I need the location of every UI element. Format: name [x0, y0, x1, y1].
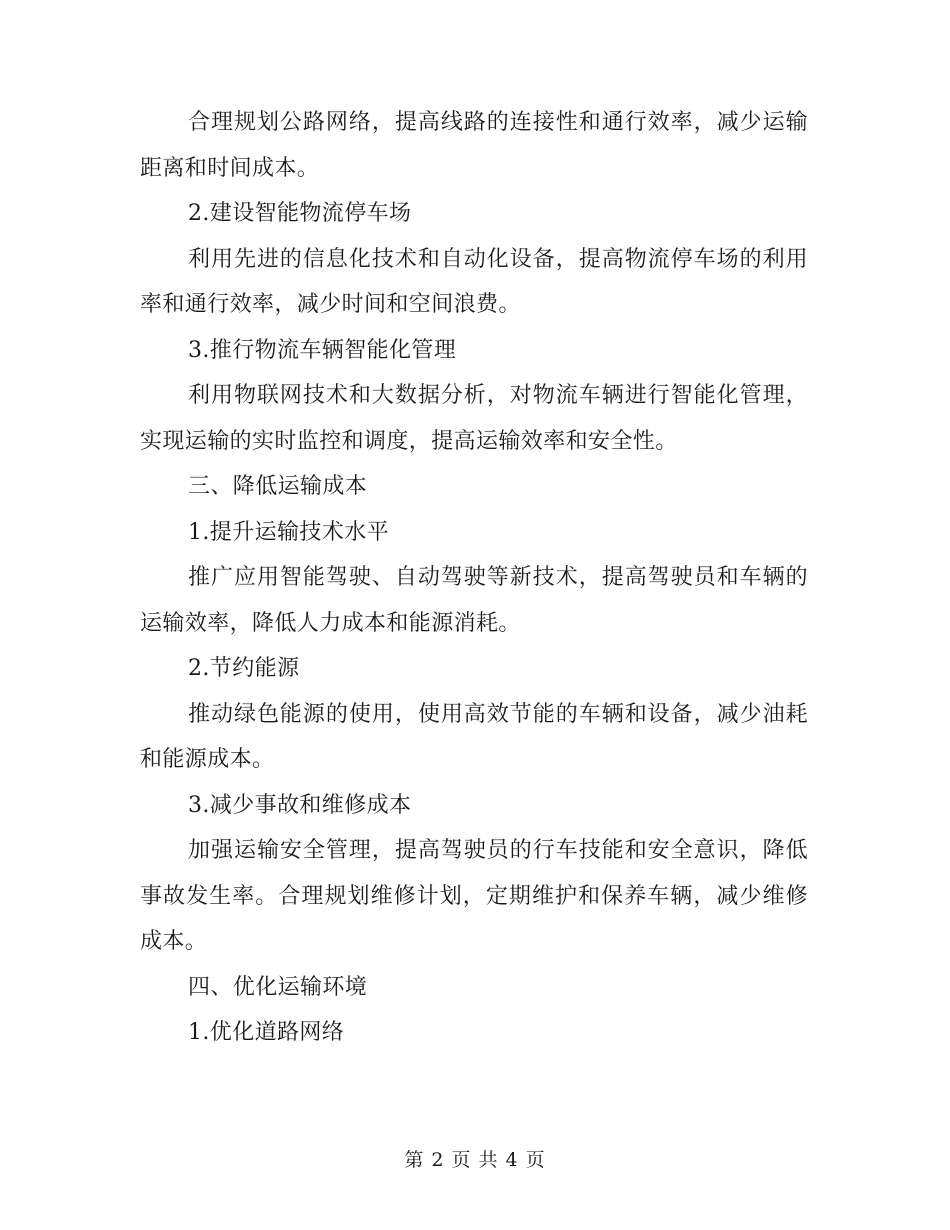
- paragraph-transport-technology: 推广应用智能驾驶、自动驾驶等新技术，提高驾驶员和车辆的运输效率，降低人力成本和能源消耗。: [140, 565, 808, 636]
- paragraph-road-network-planning: 合理规划公路网络，提高线路的连接性和通行效率，减少运输距离和时间成本。: [140, 110, 808, 181]
- heading-transport-technology: 1.提升运输技术水平: [188, 519, 389, 545]
- paragraph-reduce-accidents: 加强运输安全管理，提高驾驶员的行车技能和安全意识，降低事故发生率。合理规划维修计划，定期维护和保养车辆，减少维修成本。: [140, 838, 808, 954]
- page-number-footer: 第 2 页 共 4 页: [404, 1149, 546, 1171]
- paragraph-vehicle-management: 利用物联网技术和大数据分析，对物流车辆进行智能化管理，实现运输的实时监控和调度，提高运输效率和安全性。: [140, 383, 808, 454]
- section-heading-reduce-cost: 三、降低运输成本: [188, 474, 368, 499]
- paragraph-save-energy: 推动绿色能源的使用，使用高效节能的车辆和设备，减少油耗和能源成本。: [140, 701, 808, 772]
- section-heading-transport-environment: 四、优化运输环境: [188, 974, 368, 1000]
- heading-smart-parking: 2.建设智能物流停车场: [188, 201, 412, 226]
- heading-save-energy: 2.节约能源: [188, 656, 300, 681]
- heading-road-network: 1.优化道路网络: [188, 1020, 345, 1045]
- paragraph-smart-parking: 利用先进的信息化技术和自动化设备，提高物流停车场的利用率和通行效率，减少时间和空间浪费。: [140, 246, 808, 317]
- heading-reduce-accidents: 3.减少事故和维修成本: [188, 792, 412, 818]
- heading-vehicle-management: 3.推行物流车辆智能化管理: [188, 337, 457, 363]
- document-body: [140, 100, 808, 1056]
